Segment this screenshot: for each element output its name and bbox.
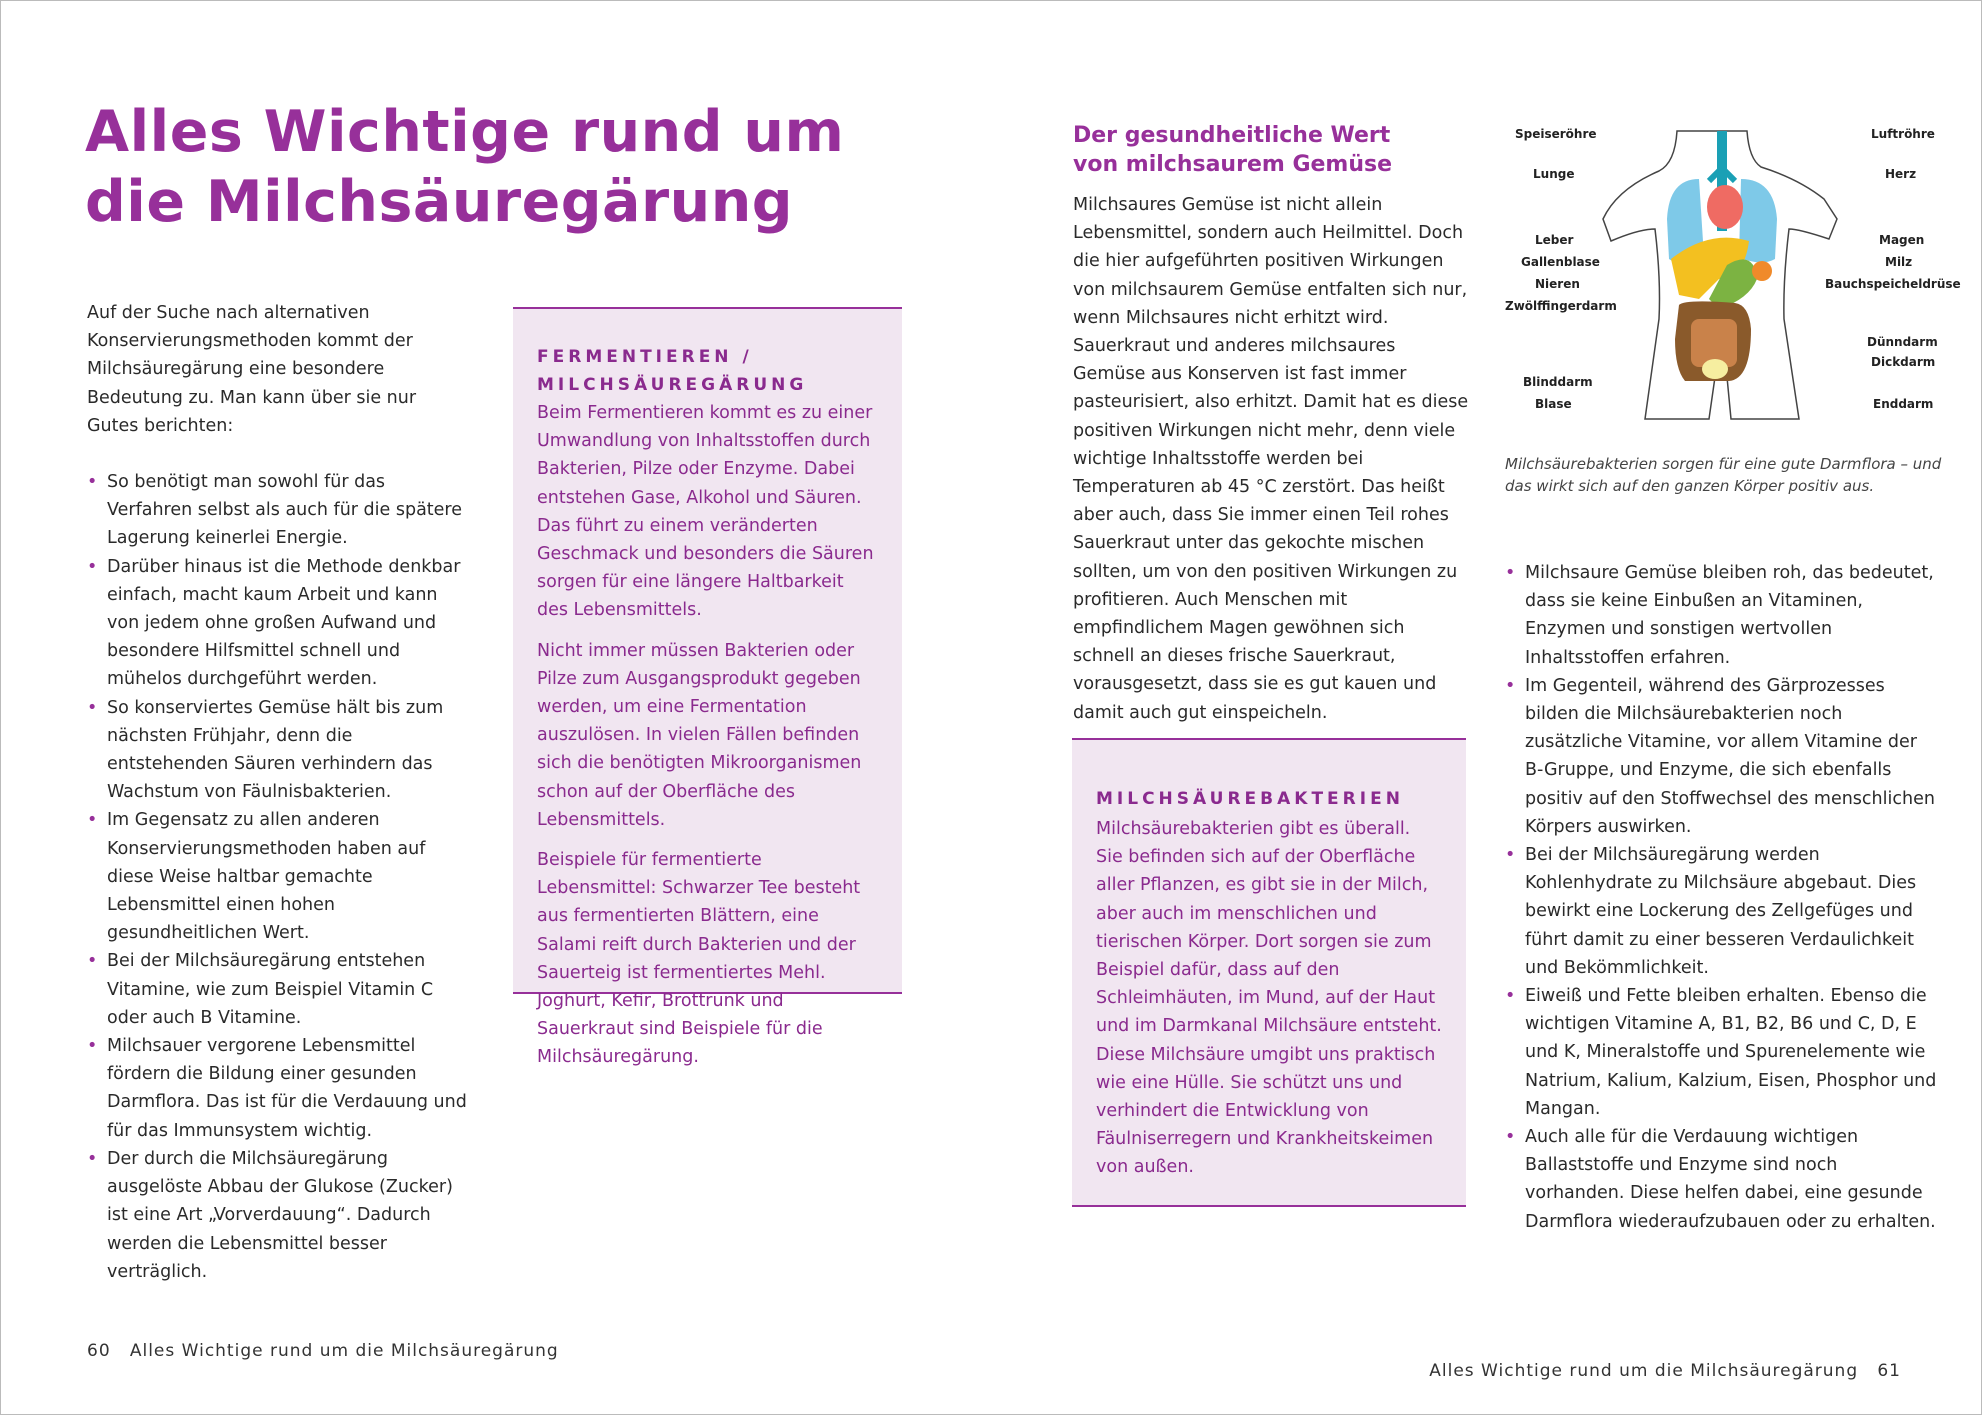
left-footer (87, 1341, 559, 1361)
infobox-title (537, 343, 878, 399)
list-item: • Darüber hinaus ist die Methode denkbar einfach, macht kaum Arbeit und kann von jedem ohne großen Aufwand und besondere Hilfsmittel schnell und mühelos durchgeführt werden. (87, 553, 467, 694)
label-nieren: Nieren (1535, 277, 1580, 291)
list-item: • So benötigt man sowohl für das Verfahren selbst als auch für die spätere Lagerung keinerlei Energie. (87, 468, 467, 553)
intro-text: Auf der Suche nach alternativen Konservierungsmethoden kommt der Milchsäuregärung eine besondere Bedeutung zu. Man kann über sie nur Gutes berichten: (87, 303, 417, 436)
list-item: • Milchsaure Gemüse bleiben roh, das bedeutet, dass sie keine Einbußen an Vitaminen, Enzymen und sonstigen wertvollen Inhaltsstoffen erfahren. (1505, 559, 1937, 672)
list-item: • Auch alle für die Verdauung wichtigen Ballaststoffe und Enzyme sind noch vorhanden. Diese helfen dabei, eine gesunde Darmflora wiederaufzubauen oder zu erhalten. (1505, 1123, 1937, 1236)
label-blase: Blase (1535, 397, 1572, 411)
body-text: Milchsaures Gemüse ist nicht allein Lebensmittel, sondern auch Heilmittel. Doch die hier aufgeführten positiven Wirkungen von milchsaurem Gemüse entfalten sich nur, wenn Milchsaures nicht erhitzt wird. Sauerkraut und anderes milchsaures Gemüse aus Konserven ist fast immer pasteurisiert, also erhitzt. Damit hat es diese positiven Wirkungen nicht mehr, denn viele wichtige Inhaltsstoffe werden bei Temperaturen ab 45 °C zerstört. Das heißt aber auch, dass Sie immer einen Teil rohes Sauerkraut unter das gekochte mischen sollten, um von den positiven Wirkungen zu profitieren. Auch Menschen mit empfindlichem Magen gewöhnen sich schnell an dieses frische Sauerkraut, vorausgesetzt, dass sie es gut kauen und damit auch gut einspeicheln. (1073, 195, 1469, 723)
label-herz: Herz (1885, 167, 1917, 181)
infobox-title: MILCHSÄUREBAKTERIEN (1096, 789, 1404, 809)
label-zwoelffingerdarm: Zwölffingerdarm (1505, 299, 1617, 313)
infobox-paragraph: Beim Fermentieren kommt es zu einer Umwandlung von Inhaltsstoffen durch Bakterien, Pilze oder Enzyme. Dabei entstehen Gase, Alkohol und Säuren. Das führt zu einem veränderten Geschmack und besonders die Säuren sorgen für eine längere Haltbarkeit des Lebensmittels. (537, 403, 874, 621)
label-bauchspeicheldruese: Bauchspeicheldrüse (1825, 277, 1961, 291)
anatomy-diagram (1499, 119, 1961, 439)
list-item: • Bei der Milchsäuregärung entstehen Vitamine, wie zum Beispiel Vitamin C oder auch B Vitamine. (87, 947, 467, 1032)
label-dickdarm: Dickdarm (1871, 355, 1936, 369)
right-footer (1429, 1361, 1901, 1381)
diagram-caption: Milchsäurebakterien sorgen für eine gute Darmflora – und das wirkt sich auf den ganzen Körper positiv aus. (1505, 455, 1942, 495)
label-gallenblase: Gallenblase (1521, 255, 1600, 269)
infobox-title-line: FERMENTIEREN / (537, 347, 753, 367)
section-heading (1073, 121, 1392, 179)
label-duenndarm: Dünndarm (1867, 335, 1938, 349)
list-item: • Eiweiß und Fette bleiben erhalten. Ebenso die wichtigen Vitamine A, B1, B2, B6 und C, D, E und K, Mineralstoffe und Spurenelemente wie Natrium, Kalium, Kalzium, Eisen, Phosphor und Mangan. (1505, 982, 1937, 1123)
label-speiseroehre: Speiseröhre (1515, 127, 1597, 141)
list-item: • Der durch die Milchsäuregärung ausgelöste Abbau der Glukose (Zucker) ist eine Art „Vorverdauung“. Dadurch werden die Lebensmittel besser verträglich. (87, 1145, 467, 1286)
running-head: Alles Wichtige rund um die Milchsäuregärung (1429, 1361, 1859, 1381)
right-bullet-list (1505, 559, 1937, 1236)
left-bullet-list (87, 468, 467, 1286)
list-item: • Milchsauer vergorene Lebensmittel fördern die Bildung einer gesunden Darmflora. Das ist für die Verdauung und für das Immunsystem wichtig. (87, 1032, 467, 1145)
label-milz: Milz (1885, 255, 1913, 269)
intro-section (87, 299, 467, 1286)
label-enddarm: Enddarm (1873, 397, 1934, 411)
label-blinddarm: Blinddarm (1523, 375, 1593, 389)
list-item: • Im Gegensatz zu allen anderen Konservierungsmethoden haben auf diese Weise haltbar gemachte Lebensmittel einen hohen gesundheitlichen Wert. (87, 806, 467, 947)
label-luftroehre: Luftröhre (1871, 127, 1935, 141)
title-line: die Milchsäuregärung (85, 169, 794, 235)
list-item: • Bei der Milchsäuregärung werden Kohlenhydrate zu Milchsäure abgebaut. Dies bewirkt eine Lockerung des Zellgefüges und führt damit zu einer besseren Verdaulichkeit und Bekömmlichkeit. (1505, 841, 1937, 982)
page-title (85, 97, 844, 237)
fermentation-infobox (513, 307, 902, 1068)
list-item: • So konserviertes Gemüse hält bis zum nächsten Frühjahr, denn die entstehenden Säuren verhindern das Wachstum von Fäulnisbakterien. (87, 694, 467, 807)
label-magen: Magen (1879, 233, 1925, 247)
infobox-paragraph: Nicht immer müssen Bakterien oder Pilze zum Ausgangsprodukt gegeben werden, um eine Fermentation auszulösen. In vielen Fällen befinden sich die benötigten Mikroorganismen schon auf der Oberfläche des Lebensmittels. (537, 640, 862, 830)
heading-line: von milchsaurem Gemüse (1073, 152, 1393, 177)
page-number: 61 (1877, 1361, 1901, 1381)
label-leber: Leber (1535, 233, 1574, 247)
infobox-paragraph: Beispiele für fermentierte Lebensmittel: Schwarzer Tee besteht aus fermentierten Blättern, eine Salami reift durch Bakterien und der Sauerteig ist fermentiertes Mehl. Joghurt, Kefir, Brottrunk und Sauerkraut sind Beispiele für die Milchsäuregärung. (537, 850, 861, 1068)
bacteria-infobox (1072, 738, 1466, 1207)
page-number: 60 (87, 1341, 111, 1361)
heading-line: Der gesundheitliche Wert (1073, 123, 1391, 148)
label-lunge: Lunge (1533, 167, 1575, 181)
list-item: • Im Gegenteil, während des Gärprozesses bilden die Milchsäurebakterien noch zusätzliche Vitamine, vor allem Vitamine der B-Gruppe, und Enzyme, die sich ebenfalls positiv auf den Stoffwechsel des menschlichen Körpers auswirken. (1505, 672, 1937, 841)
infobox-title-line: MILCHSÄUREGÄRUNG (537, 375, 808, 395)
infobox-paragraph: Milchsäurebakterien gibt es überall. Sie befinden sich auf der Oberfläche aller Pflanzen, es gibt sie in der Milch, aber auch im menschlichen und tierischen Körper. Dort sorgen sie zum Beispiel dafür, dass auf den Schleimhäuten, im Mund, auf der Haut und im Darmkanal Milchsäure entsteht. Diese Milchsäure umgibt uns praktisch wie eine Hülle. Sie schützt uns und verhindert die Entwicklung von Fäulniserregern und Krankheitskeimen von außen. (1096, 819, 1442, 1178)
title-line: Alles Wichtige rund um (85, 99, 845, 165)
running-head: Alles Wichtige rund um die Milchsäuregärung (129, 1341, 559, 1361)
